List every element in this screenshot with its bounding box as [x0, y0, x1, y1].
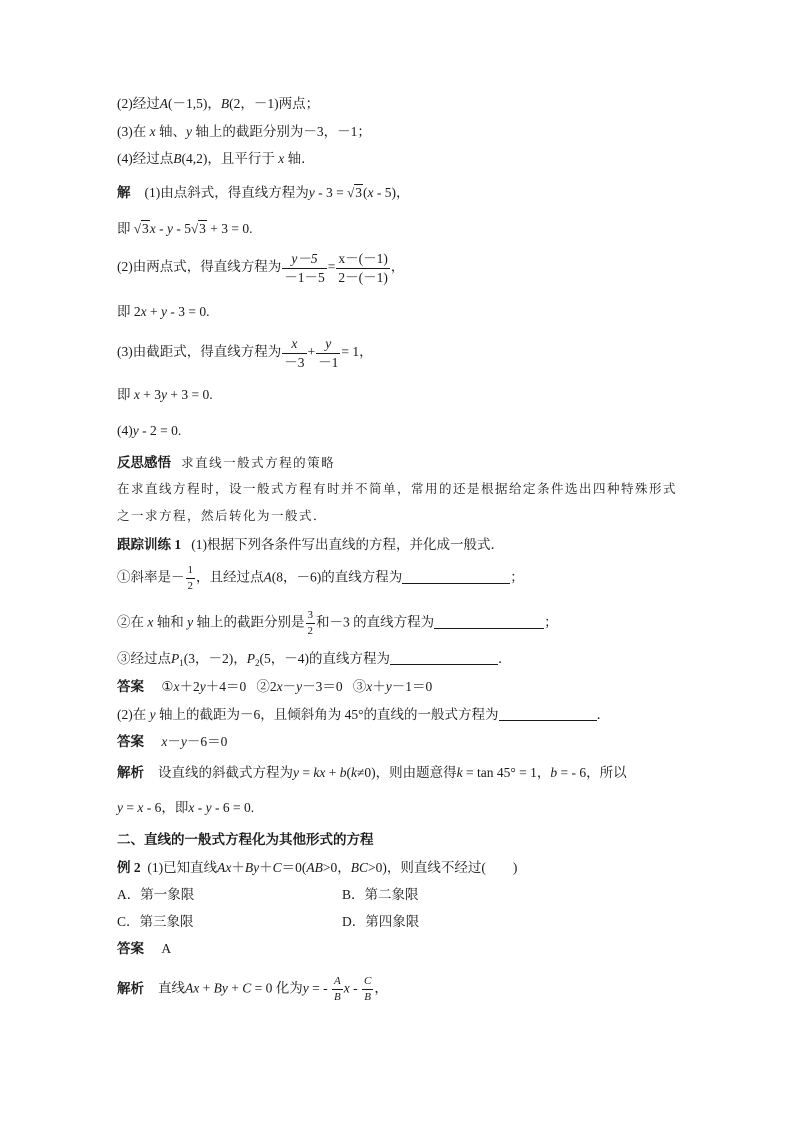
analysis-line-3: 解析 直线Ax + By + C = 0 化为y = - $\frac{A}{B}$ x - $\frac{C}{B}$ ， [117, 975, 388, 1003]
fraction: $\frac{C}{B}$ [363, 975, 372, 1003]
answer-line-1: 答案 ①x＋2y＋4＝0 ②2x－y－3＝0 ③x＋y－1＝0 [117, 679, 433, 694]
exercise-item-2: ②在 x 轴和 y 轴上的截距分别是 $\frac{3}{2}$ 和－3 的直线方程为 ； [117, 609, 558, 637]
solution-line-7: (4)y - 2 = 0. [117, 423, 182, 438]
solution-line-5: (3)由截距式，得直线方程为 $\frac{x}{-3}$ + $\frac{y}{-1}$ = 1， [117, 336, 373, 370]
answer-blank[interactable] [434, 616, 544, 629]
answer-blank[interactable] [402, 571, 510, 584]
problem-line-2: (2)经过A(－1,5)，B(2，－1)两点； [117, 96, 320, 111]
analysis-line-1: 解析 设直线的斜截式方程为y = kx + b(k≠0)，则由题意得k = tan 45° = 1，b = - 6，所以 [117, 765, 627, 780]
section-heading: 二、直线的一般式方程化为其他形式的方程 [117, 832, 374, 847]
reflection-line-1: 在求直线方程时，设一般式方程有时并不简单，常用的还是根据给定条件选出四种特殊形式 [117, 481, 678, 496]
example-2-question: 例 2 (1)已知直线Ax＋By＋C＝0(AB>0，BC>0)，则直线不经过( ) [117, 860, 518, 875]
exercise-item-3: ③经过点$P_1(3$，－2)，$P_2(5$，－4)的直线方程为 ． [117, 651, 512, 668]
exercise-item-1: ①斜率是－ $\frac{1}{2}$ ，且经过点A(8，－6)的直线方程为 ； [117, 564, 524, 592]
solution-line-1: 解 (1)由点斜式，得直线方程为y - 3 = √3(x - 5)， [117, 185, 410, 200]
solution-line-6: 即 x + 3y + 3 = 0. [117, 387, 213, 402]
answer-line-2: 答案 x－y－6＝0 [117, 734, 228, 749]
fraction: $\frac{x}{-3}$ [284, 336, 305, 370]
exercise-heading: 跟踪训练 1 (1)根据下列各条件写出直线的方程，并化成一般式． [117, 537, 504, 552]
solution-line-3: (2)由两点式，得直线方程为 $\frac{y-5}{-1-5}$ = $\frac{x-(-1)}{2-(-1)}$ ， [117, 251, 405, 285]
answer-line-3: 答案 A [117, 941, 172, 956]
solution-line-2: 即 √3x - y - 5√3 + 3 = 0. [117, 221, 253, 236]
analysis-line-2: y = x - 6，即x - y - 6 = 0. [117, 800, 255, 815]
solution-line-4: 即 2x + y - 3 = 0. [117, 304, 210, 319]
exercise-part-2: (2)在 y 轴上的截距为－6，且倾斜角为 45°的直线的一般式方程为 ． [117, 707, 611, 722]
fraction: $\frac{y-5}{-1-5}$ [284, 251, 325, 285]
option-c[interactable]: C．第三象限 [117, 914, 194, 929]
fraction: $\frac{x-(-1)}{2-(-1)}$ [338, 251, 388, 285]
option-b[interactable]: B．第二象限 [342, 887, 419, 902]
fraction: $\frac{1}{2}$ [187, 564, 193, 592]
fraction: $\frac{3}{2}$ [307, 609, 313, 637]
option-a[interactable]: A．第一象限 [117, 887, 195, 902]
problem-line-3: (3)在 x 轴、y 轴上的截距分别为－3，－1； [117, 124, 371, 139]
answer-blank[interactable] [499, 708, 597, 721]
fraction: $\frac{A}{B}$ [334, 975, 341, 1003]
answer-blank[interactable] [390, 652, 498, 665]
fraction: $\frac{y}{-1}$ [318, 336, 339, 370]
reflection-heading: 反思感悟 求直线一般式方程的策略 [117, 455, 336, 470]
reflection-line-2: 之一求方程，然后转化为一般式． [117, 508, 328, 523]
option-d[interactable]: D．第四象限 [342, 914, 420, 929]
problem-line-4: (4)经过点B(4,2)，且平行于 x 轴． [117, 151, 315, 166]
